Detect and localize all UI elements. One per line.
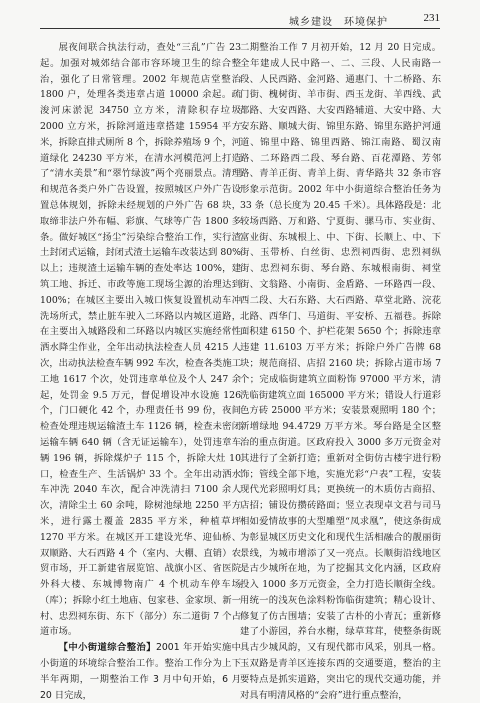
left-column <box>40 40 241 701</box>
page-number: 231 <box>423 12 440 24</box>
right-column <box>240 40 441 701</box>
section-heading: 【中小街道综合整治】 <box>58 642 156 654</box>
section-title: 城乡建设 环境保护 <box>289 17 388 28</box>
body-paragraph: 二期整治工作 7 月初开始，12 月 20 日完成。全年建成人民中路一、二、三段、人民南路一段、人民西路、金河路、通惠门、十二桥路、东门街、槐树街、羊市街、西玉龙街、羊西线、武都路、大安西路、大安西路辅道、大安中路、大安东路、顺城大街、锦里东路、锦里东路护河通道、锦里中路、锦里西路、锦江南路、蜀汉南路、二环路西二段、琴台路、百花潭路、芳邻路、青羊正街、青羊上街、青华路共 32 条市容形象示范街。2002 年中小街道综合整治任务为 33 条（总长度为 20.45 千米）。具体路段是：北较场西路、万和路、宁夏街、骡马市、实业街、富业街、东城根上、中、下街、长顺上、中、下街、玉带桥、白丝街、忠烈祠西街、忠烈祠纵街、忠烈祠东街、琴台路、东城根南街、祠堂街、文翁路、小南街、金盾路、一环路西一段、西二段、大石东路、大石西路、草堂北路、浣花北路、西华门、马道街、平安桥、五福巷。拆除面积建 6150 个、护栏花架 5650 个；拆除违章违建 11.6103 万平方米；拆除户外广告牌 68 块；规范商招、店招 2160 块；拆除占道市场 7 个；完成临街建筑立面粉饰 97000 平方米，清洗临街建筑立面 165000 平方米；错设人行道彩色方砖 25000 平方米；安装景观照明 180 个；新增绿地 94.4729 万平方米。琴台路是全区整治的重点街道。区政府投入 3000 多万元资金对其进行了全新打造；重新对全街仿古楼宇进行粉饰；管线全部下地，实施光彩“户表”工程，安装现代光彩照明灯具；更换统一的木质仿古商招、店招；铺设仿攒砖路面；竖立表现卓文君与司马相如爱情故事的大型雕塑“凤求凰”，使这条街成为彰显城区历史文化和现代生活相融合的靓丽街景线，为城市增添了又一亮点。长顺街沿线地区是古少城所在地，为了挖掘其文化内涵，区政府投入 1000 多万元资金，全力打造长顺街全线。用统一的浅灰色涂料粉饰临街建筑；精心设计、修复了仿古围墙；安装了古朴的小青瓦；重新修建了小游园，养台水榭，绿草茸茸，使整条街既具古少城风韵，又有现代都市风采，别具一格。玉双路是青羊区连接东西的交通要道，整治的主要特点是抓实道路，突出它的现代交通功能，并对具有明清风格的“会府”进行重点整治， <box>240 42 441 701</box>
section-paragraph <box>40 640 241 703</box>
page-header <box>40 12 440 29</box>
body-paragraph: 展夜间联合执法行动，查处“三乱”广告 23 起。加强对城郊结合部市容环境卫生的综合整治，强化了日常管理。2002 年规范店堂整治 1800 户，处理各类违章占道 10000 余起。疏浚河床淤泥 34750 立方米，清除积存垃圾 2000 立方米，拆除河道违章搭建 15954 平方米，拆除直排式厕所 8 个，拆除养殖场 9 个，河道绿化 24230 平方米，在清水河模范河上打造了“清水美景”和“翠竹绿波”两个亮丽景点。清理和规范各类户外广告设置，按照城区户外广告设置总体规划，拆除未经规划的户外广告 68 块，取缔非法户外布幅、彩旗、气球等广告 1800 多条。做好城区“扬尘”污染综合整治工作，实行渣土封闭式运输，封闭式渣土运输车改装达到 80%以上；违规渣土运输车辆的查处率达 100%，建筑工地、拆迁、市政等施工现场尘源的治理达到 100%；在城区主要出入城口恢复设置机动车冲洗场所式，禁止脏车驶入二环路以内城区道路，在主要出入城路段和二环路以内城区实施经常性洒水降尘作业，全年出动执法检查人员 4215 人次，出动执法检查车辆 992 车次，检查各类施工工地 1617 个次，处罚违章单位及个人 247 余起，处罚金 9.5 万元，督促增设冲水设施 126 个，门口硬化 42 个，办理责任书 99 份，夜间检查处理违规运输渣土车 1126 辆，检查未密闭运输车辆 640 辆（含无证运输车），处罚违章车辆 196 辆，拆除煤炉子 115 个，拆除大灶 10 口，检查生产、生活锅炉 33 个。全年出动洒水车冲洗 2040 车次，配合冲洗清扫 7100 余人次，清除尘土 60 余吨，除树池绿地 2250 平方米，进行露土覆盖 2835 平方米，种植草坪 1270 平方米。在城区开工建设光华、迎仙桥、双顺路、大石西路 4 个（室内、大棚、直销）农贸市场，开工新建省展览馆、战旗小区、省医院外科大楼、东城博物南广 4 个机动车停车场（库）；拆除小红土地庙、包家巷、金家坝、新一村、忠烈祠东街、东下（部分）东二道街 7 个占道市场。 <box>40 42 241 638</box>
section-body: 2001 年开始实施中小街道的环境综合整治工作。整治工作分为上下半年两期，一期整治工作 3 月中旬开始，6 月 20 日完成， <box>40 642 241 701</box>
